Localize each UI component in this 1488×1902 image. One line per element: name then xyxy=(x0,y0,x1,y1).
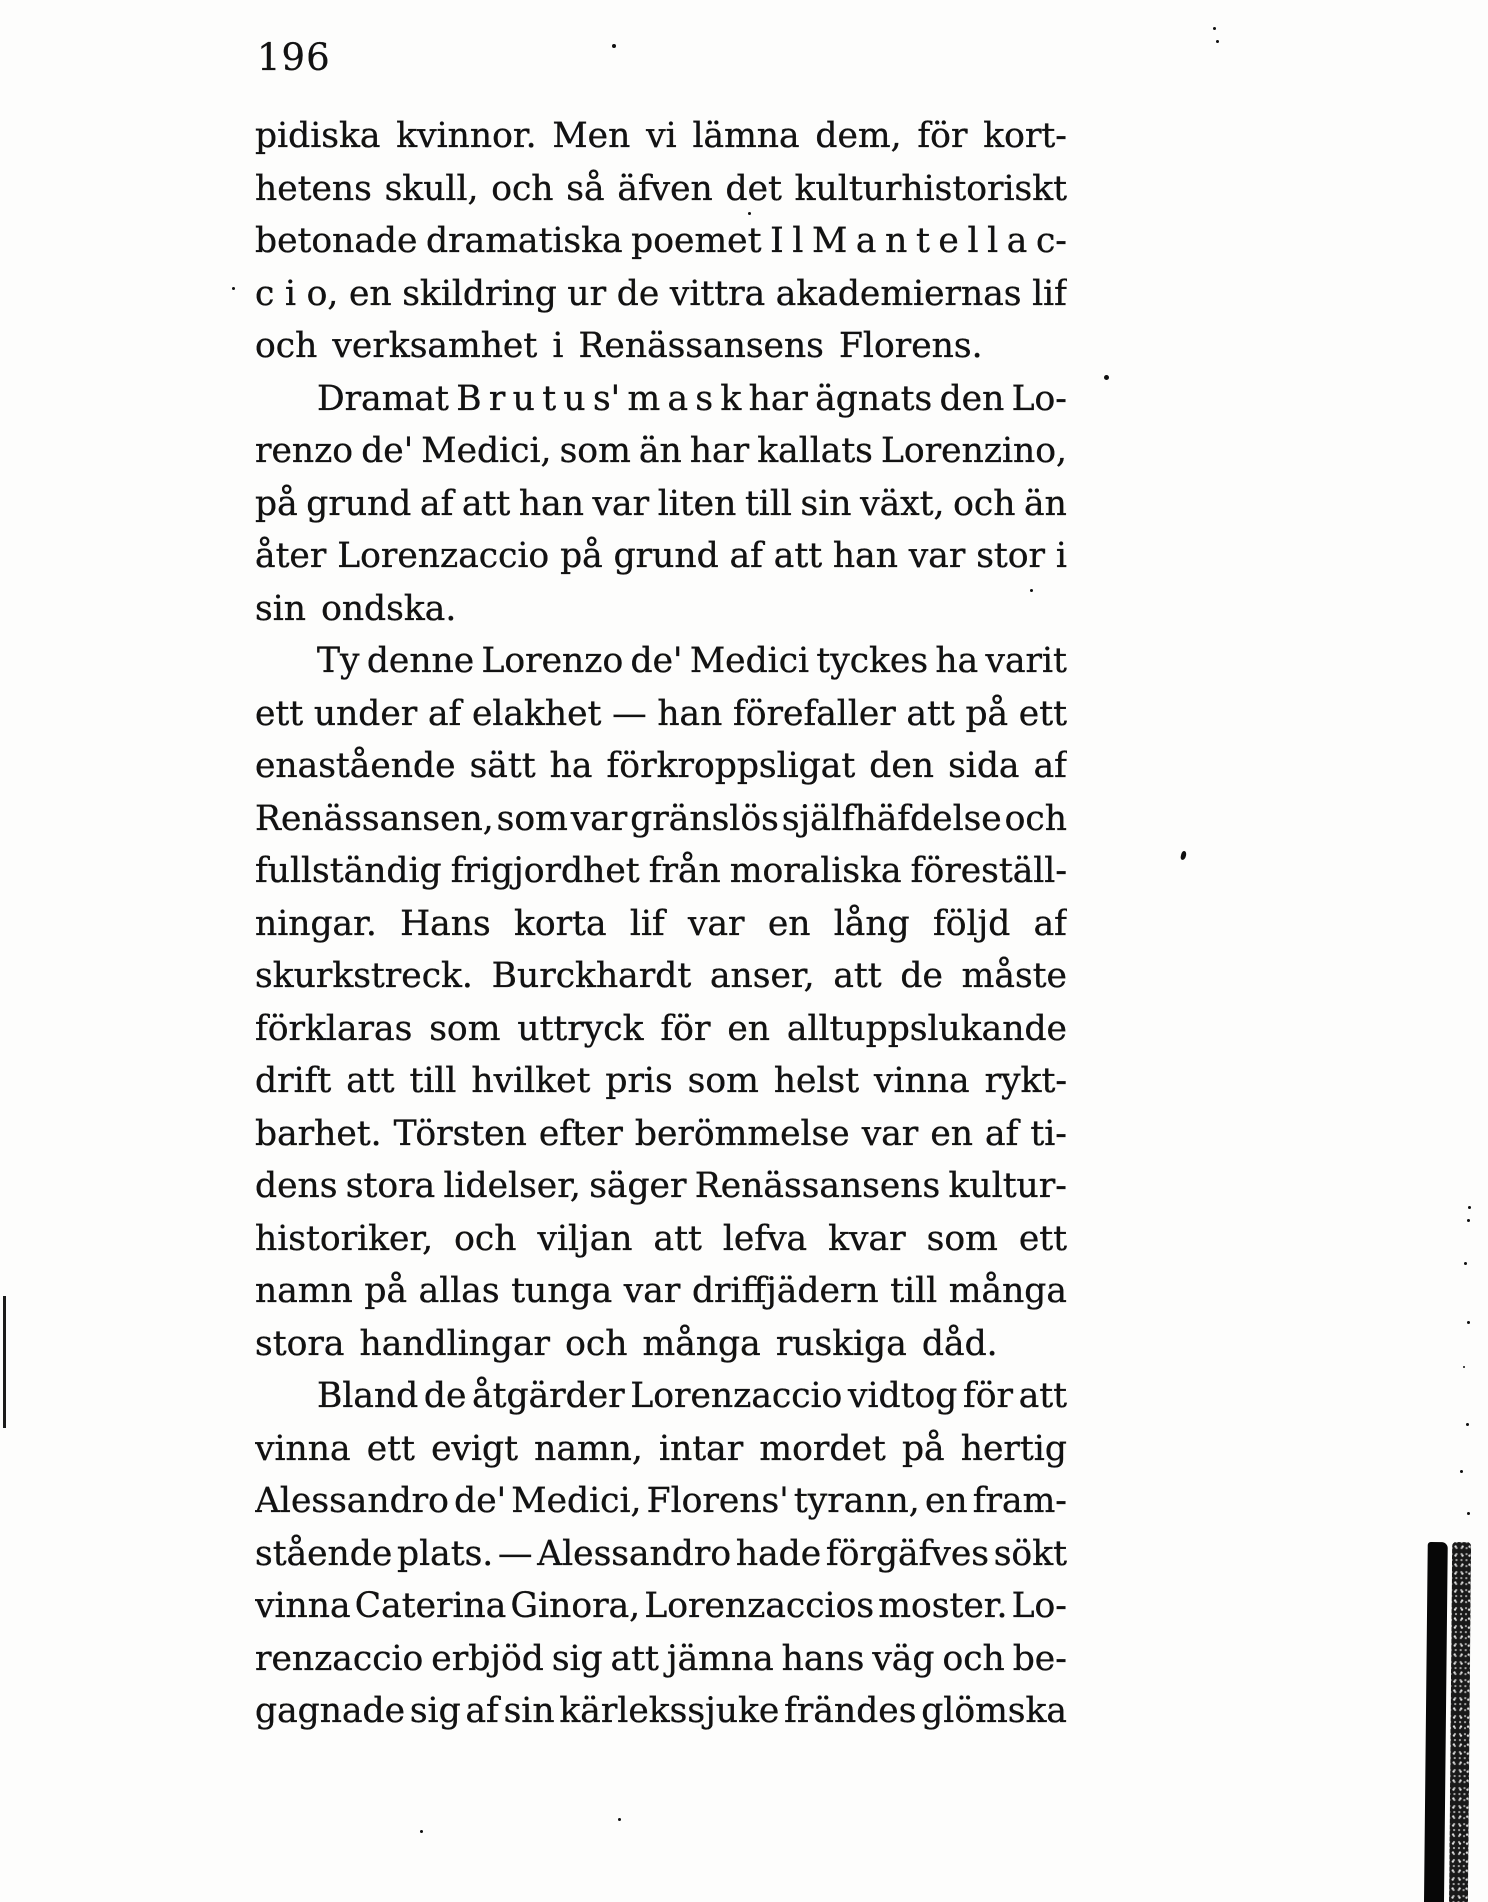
ink-speck xyxy=(1464,1262,1467,1265)
text-line xyxy=(255,215,1067,268)
word: af xyxy=(420,478,453,531)
word: var xyxy=(571,793,628,846)
word: e xyxy=(938,215,958,268)
word: Lo- xyxy=(1012,373,1067,426)
word: — xyxy=(498,1528,533,1581)
word: kvar xyxy=(828,1213,905,1266)
word: denne xyxy=(367,635,474,688)
word: Lo- xyxy=(1012,1580,1067,1633)
text-line xyxy=(255,635,1067,688)
word: Florens' xyxy=(647,1475,789,1528)
word: och xyxy=(454,1213,516,1266)
word: Bland xyxy=(317,1370,418,1423)
word: har xyxy=(690,425,749,478)
word: liten xyxy=(658,478,737,531)
word: poemet xyxy=(631,215,761,268)
word: l xyxy=(967,215,978,268)
word: frigjordhet xyxy=(451,845,640,898)
word: för xyxy=(660,1003,710,1056)
word: så xyxy=(566,163,604,216)
word: ur xyxy=(567,268,606,321)
word: en xyxy=(925,1475,968,1528)
word: o, xyxy=(307,268,339,321)
word: den xyxy=(940,373,1005,426)
ink-speck xyxy=(1216,40,1219,43)
ink-speck xyxy=(1467,1512,1470,1515)
word: en xyxy=(349,268,392,321)
word: han xyxy=(833,530,898,583)
word: åtgärder xyxy=(472,1370,625,1423)
word: de' xyxy=(361,425,413,478)
word: Ty xyxy=(317,635,360,688)
word: Renässansens xyxy=(695,1160,940,1213)
word: Lorenzaccios xyxy=(644,1580,874,1633)
word: för xyxy=(963,1370,1013,1423)
word: att xyxy=(462,478,510,531)
word: s' xyxy=(593,373,620,426)
word: ett xyxy=(1019,1213,1067,1266)
word: ti- xyxy=(1030,1108,1067,1161)
word: har xyxy=(749,373,808,426)
word: Lorenzaccio xyxy=(630,1370,842,1423)
word: som xyxy=(429,1003,500,1056)
word: varit xyxy=(985,635,1066,688)
word: än xyxy=(639,425,682,478)
text-line xyxy=(255,530,1067,583)
word: de' xyxy=(631,635,683,688)
text-line xyxy=(255,163,1067,216)
word: på xyxy=(364,1265,407,1318)
word: driffjädern xyxy=(692,1265,879,1318)
text-line xyxy=(255,1213,1067,1266)
word: förefaller xyxy=(733,688,896,741)
word: evigt xyxy=(431,1423,518,1476)
word: pris xyxy=(605,1055,672,1108)
word: af xyxy=(428,688,461,741)
ink-speck xyxy=(420,1830,423,1833)
word: dens xyxy=(255,1160,337,1213)
page-number: 196 xyxy=(257,36,331,79)
word: de xyxy=(900,950,943,1003)
word: vittra xyxy=(670,268,765,321)
text-line xyxy=(255,1685,1067,1738)
word: många xyxy=(949,1265,1067,1318)
word: tyrann, xyxy=(794,1475,920,1528)
word: stående xyxy=(255,1528,392,1581)
ink-speck xyxy=(1466,1423,1469,1426)
word: betonade xyxy=(255,215,417,268)
word: enastående xyxy=(255,740,455,793)
word: kvinnor. xyxy=(396,110,536,163)
word: skurkstreck. xyxy=(255,950,473,1003)
word: be- xyxy=(1013,1633,1067,1686)
word: förkroppsligat xyxy=(607,740,856,793)
word: c xyxy=(255,268,274,321)
word: Caterina xyxy=(355,1580,507,1633)
word: Medici, xyxy=(511,1475,641,1528)
word: af xyxy=(465,1685,498,1738)
word: k xyxy=(720,373,741,426)
word: hertig xyxy=(961,1423,1067,1476)
text-line xyxy=(255,1633,1067,1686)
word: Lorenzino, xyxy=(881,425,1067,478)
word: sig xyxy=(552,1633,603,1686)
ink-speck xyxy=(1468,1206,1471,1209)
word: efter xyxy=(539,1108,623,1161)
word: som xyxy=(497,793,568,846)
text-line xyxy=(255,425,1067,478)
word: drift xyxy=(255,1055,331,1108)
word: uttryck xyxy=(517,1003,643,1056)
scan-artifact-right-bar-noise xyxy=(1449,1542,1471,1902)
word: historiker, xyxy=(255,1213,433,1266)
word: som xyxy=(560,425,631,478)
word: för xyxy=(917,110,967,163)
word: Men xyxy=(552,110,630,163)
word: akademiernas xyxy=(776,268,1022,321)
text-line xyxy=(255,1423,1067,1476)
word: de xyxy=(617,268,660,321)
word: vinna xyxy=(255,1423,351,1476)
word: Ginora, xyxy=(511,1580,641,1633)
word: dem, xyxy=(815,110,901,163)
word: lämna xyxy=(692,110,799,163)
word: sin xyxy=(801,478,852,531)
word: en xyxy=(768,898,811,951)
word: att xyxy=(833,950,881,1003)
word: kultur- xyxy=(949,1160,1067,1213)
word: u xyxy=(513,373,535,426)
word: på xyxy=(965,688,1008,741)
word: förgäfves xyxy=(826,1528,989,1581)
word: s xyxy=(695,373,713,426)
word: B xyxy=(456,373,481,426)
word: från xyxy=(649,845,721,898)
ink-speck xyxy=(1467,1219,1470,1222)
word: tyckes xyxy=(816,635,928,688)
word: Törsten xyxy=(394,1108,527,1161)
ink-speck xyxy=(1104,375,1109,380)
text-line: stora handlingar och många ruskiga dåd. xyxy=(255,1318,1067,1371)
word: kulturhistoriskt xyxy=(795,163,1067,216)
word: m xyxy=(627,373,660,426)
word: de xyxy=(424,1370,467,1423)
word: a xyxy=(1007,215,1028,268)
word: att xyxy=(774,530,822,583)
text-line xyxy=(255,793,1067,846)
text-line xyxy=(255,1265,1067,1318)
word: grund xyxy=(306,478,411,531)
word: lif xyxy=(630,898,665,951)
word: som xyxy=(927,1213,998,1266)
word: renzo xyxy=(255,425,353,478)
ink-speck xyxy=(618,1818,621,1821)
word: sida xyxy=(948,740,1019,793)
word: sig xyxy=(410,1685,461,1738)
text-line xyxy=(255,1108,1067,1161)
text-line xyxy=(255,1475,1067,1528)
word: l xyxy=(792,215,803,268)
word: var xyxy=(624,1265,681,1318)
word: Burckhardt xyxy=(492,950,692,1003)
word: kort- xyxy=(983,110,1067,163)
word: — xyxy=(612,688,647,741)
word: pidiska xyxy=(255,110,380,163)
word: gränslös xyxy=(630,793,779,846)
word: M xyxy=(812,215,847,268)
scan-artifact-left-line xyxy=(3,1296,6,1428)
word: dramatiska xyxy=(426,215,623,268)
word: säger xyxy=(589,1160,686,1213)
ink-speck xyxy=(1460,1470,1463,1473)
text-line xyxy=(255,1160,1067,1213)
word: det xyxy=(726,163,782,216)
word: var xyxy=(688,898,745,951)
word: gagnade xyxy=(255,1685,405,1738)
text-line xyxy=(255,1055,1067,1108)
word: viljan xyxy=(537,1213,632,1266)
word: a xyxy=(668,373,689,426)
word: ett xyxy=(1019,688,1067,741)
word: grund xyxy=(614,530,719,583)
text-line xyxy=(255,268,1067,321)
word: jämna xyxy=(667,1633,774,1686)
word: renzaccio xyxy=(255,1633,423,1686)
word: barhet. xyxy=(255,1108,382,1161)
word: ha xyxy=(550,740,593,793)
word: ha xyxy=(935,635,978,688)
word: glömska xyxy=(921,1685,1067,1738)
word: växt, xyxy=(860,478,944,531)
body-text-block xyxy=(255,110,1067,1738)
text-line: och verksamhet i Renässansens Florens. xyxy=(255,320,1067,373)
word: och xyxy=(1005,793,1067,846)
word: hvilket xyxy=(471,1055,590,1108)
word: ningar. xyxy=(255,898,377,951)
word: under xyxy=(314,688,417,741)
word: i xyxy=(1056,530,1067,583)
word: af xyxy=(1034,740,1067,793)
scan-artifact-ink-mark xyxy=(1180,851,1187,861)
word: allas xyxy=(419,1265,500,1318)
word: kärlekssjuke xyxy=(559,1685,779,1738)
word: och xyxy=(942,1633,1004,1686)
word: I xyxy=(770,215,784,268)
word: helst xyxy=(774,1055,859,1108)
word: ett xyxy=(255,688,303,741)
word: lidelser, xyxy=(443,1160,580,1213)
text-line xyxy=(255,478,1067,531)
ink-speck xyxy=(1463,1366,1465,1368)
word: a xyxy=(856,215,877,268)
word: ägnats xyxy=(815,373,932,426)
word: att xyxy=(906,688,954,741)
word: vidtog xyxy=(848,1370,957,1423)
word: att xyxy=(1019,1370,1067,1423)
word: Medici, xyxy=(421,425,551,478)
word: Alessandro xyxy=(255,1475,449,1528)
word: på xyxy=(560,530,603,583)
word: som xyxy=(688,1055,759,1108)
word: alltuppslukande xyxy=(787,1003,1067,1056)
word: n xyxy=(885,215,907,268)
word: hetens xyxy=(255,163,372,216)
word: och xyxy=(491,163,553,216)
word: till xyxy=(890,1265,937,1318)
word: Medici xyxy=(690,635,809,688)
word: måste xyxy=(962,950,1067,1003)
word: hade xyxy=(736,1528,821,1581)
word: väg xyxy=(872,1633,934,1686)
word: frändes xyxy=(784,1685,916,1738)
word: anser, xyxy=(710,950,815,1003)
word: af xyxy=(730,530,763,583)
word: mordet xyxy=(759,1423,885,1476)
word: lif xyxy=(1032,268,1067,321)
word: stora xyxy=(346,1160,435,1213)
word: vi xyxy=(646,110,677,163)
ink-speck xyxy=(1467,1321,1470,1324)
word: Dramat xyxy=(317,373,449,426)
word: elakhet xyxy=(472,688,601,741)
word: berömmelse xyxy=(635,1108,850,1161)
word: vinna xyxy=(874,1055,970,1108)
word: förklaras xyxy=(255,1003,412,1056)
word: fullständig xyxy=(255,845,442,898)
word: en xyxy=(930,1108,973,1161)
ink-speck xyxy=(748,212,751,215)
word: t xyxy=(916,215,930,268)
word: till xyxy=(745,478,792,531)
word: att xyxy=(346,1055,394,1108)
word: af xyxy=(985,1108,1018,1161)
word: fram- xyxy=(973,1475,1067,1528)
word: lång xyxy=(834,898,910,951)
text-line xyxy=(255,898,1067,951)
text-line xyxy=(255,950,1067,1003)
word: kallats xyxy=(757,425,873,478)
text-line xyxy=(255,1528,1067,1581)
word: korta xyxy=(514,898,607,951)
word: han xyxy=(657,688,722,741)
word: vinna xyxy=(255,1580,351,1633)
word: moster. xyxy=(878,1580,1007,1633)
word: af xyxy=(1034,898,1067,951)
text-line xyxy=(255,740,1067,793)
ink-speck xyxy=(1030,589,1033,592)
word: t xyxy=(542,373,556,426)
word: u xyxy=(563,373,585,426)
word: sätt xyxy=(470,740,536,793)
word: och xyxy=(953,478,1015,531)
word: var xyxy=(593,478,650,531)
word: var xyxy=(862,1108,919,1161)
word: skildring xyxy=(402,268,557,321)
ink-speck xyxy=(1213,27,1216,30)
word: sin xyxy=(504,1685,555,1738)
scan-artifact-right-bar xyxy=(1424,1542,1448,1902)
ink-speck xyxy=(612,44,616,48)
word: till xyxy=(409,1055,456,1108)
text-line xyxy=(255,110,1067,163)
word: själfhäfdelse xyxy=(782,793,1002,846)
text-line xyxy=(255,845,1067,898)
word: erbjöd xyxy=(431,1633,544,1686)
text-line xyxy=(255,1370,1067,1423)
word: föreställ- xyxy=(911,845,1067,898)
text-line: sin ondska. xyxy=(255,583,1067,636)
word: hans xyxy=(782,1633,865,1686)
text-line xyxy=(255,1580,1067,1633)
word: åter xyxy=(255,530,326,583)
word: rykt- xyxy=(985,1055,1067,1108)
word: moraliska xyxy=(730,845,902,898)
text-line xyxy=(255,1003,1067,1056)
word: namn xyxy=(255,1265,353,1318)
word: den xyxy=(869,740,934,793)
word: än xyxy=(1024,478,1067,531)
word: var xyxy=(909,530,966,583)
word: Lorenzaccio xyxy=(337,530,549,583)
word: plats. xyxy=(397,1528,493,1581)
word: att xyxy=(611,1633,659,1686)
word: de' xyxy=(454,1475,506,1528)
word: Lorenzo xyxy=(481,635,623,688)
word: i xyxy=(285,268,296,321)
ink-speck xyxy=(232,287,235,290)
word: en xyxy=(727,1003,770,1056)
word: ett xyxy=(367,1423,415,1476)
word: intar xyxy=(659,1423,743,1476)
word: l xyxy=(987,215,998,268)
word: skull, xyxy=(385,163,479,216)
word: namn, xyxy=(534,1423,643,1476)
word: på xyxy=(902,1423,945,1476)
text-line xyxy=(255,688,1067,741)
word: c- xyxy=(1036,215,1067,268)
word: på xyxy=(255,478,298,531)
word: Alessandro xyxy=(537,1528,731,1581)
word: sökt xyxy=(994,1528,1067,1581)
word: följd xyxy=(933,898,1010,951)
word: äfven xyxy=(617,163,712,216)
word: att xyxy=(654,1213,702,1266)
word: r xyxy=(489,373,506,426)
word: han xyxy=(519,478,584,531)
word: Renässansen, xyxy=(255,793,494,846)
word: lefva xyxy=(723,1213,807,1266)
word: tunga xyxy=(511,1265,612,1318)
word: stor xyxy=(976,530,1045,583)
text-line xyxy=(255,373,1067,426)
word: Hans xyxy=(400,898,491,951)
